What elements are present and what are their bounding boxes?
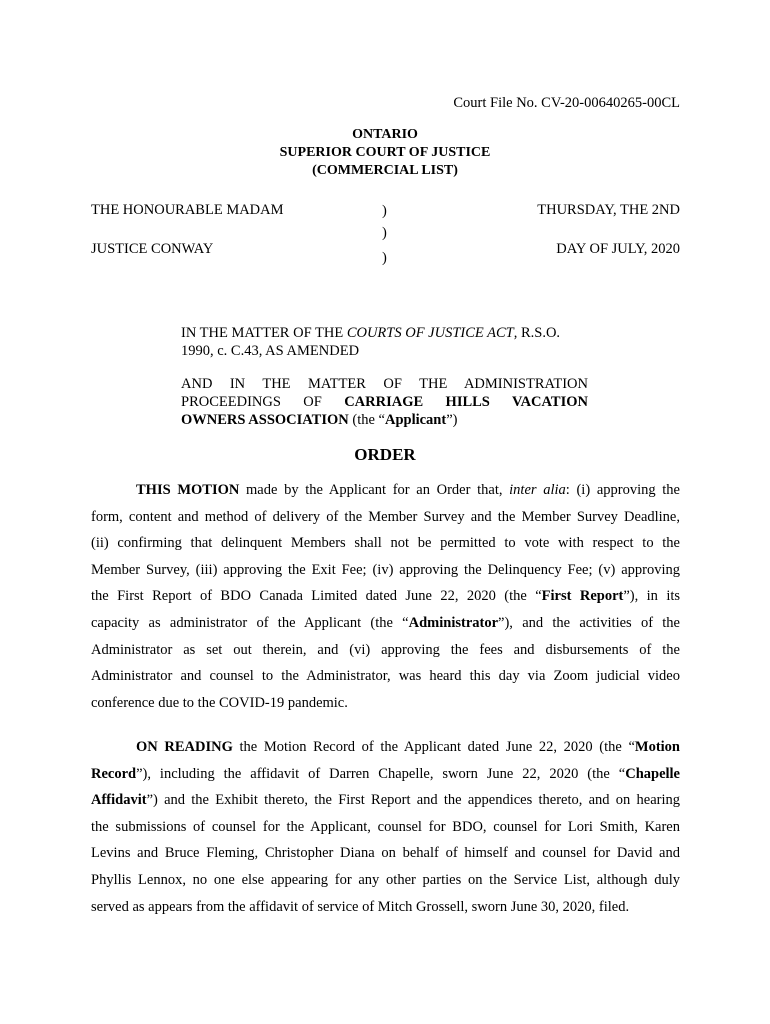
judge-name: JUSTICE CONWAY <box>91 241 214 257</box>
motion-paragraph: THIS MOTION made by the Applicant for an Order that, inter alia: (i) approving the form, content and method of delivery of the Member Survey and the Member Survey Deadline, (ii) confirming that delinquent Members shall not be permitted to vote with respect to the Member Survey, (iii) approving the Exit Fee; (iv) approving the Delinquency Fee; (v) approving the First Report of BDO Canada Limited dated June 22, 2020 (the “First Report”), in its capacity as administrator of the Applicant (the “Administrator”), and the activities of the Administrator as set out therein, and (vi) approving the fees and disbursements of the Administrator and counsel to the Administrator, was heard this day via Zoom judicial video conference due to the COVID-19 pandemic. <box>91 482 681 711</box>
court-file-number: Court File No. CV-20-00640265-00CL <box>453 95 680 111</box>
applicant-defined-term: Applicant <box>384 412 447 428</box>
jurisdiction: ONTARIO <box>352 127 418 142</box>
bracket-3: ) <box>382 250 387 266</box>
matter-courts-of-justice-act: IN THE MATTER OF THE COURTS OF JUSTICE ACT, R.S.O. 1990, c. C.43, AS AMENDED <box>181 325 561 359</box>
court-name: SUPERIOR COURT OF JUSTICE <box>279 145 491 160</box>
hearing-date-line1: THURSDAY, THE 2ND <box>537 202 680 218</box>
order-title: ORDER <box>354 445 416 464</box>
statute-name: COURTS OF JUSTICE ACT <box>346 325 514 341</box>
hearing-date-line2: DAY OF JULY, 2020 <box>556 241 680 257</box>
bracket-1: ) <box>382 203 387 219</box>
bracket-2: ) <box>382 225 387 241</box>
on-reading-paragraph: ON READING the Motion Record of the Applicant dated June 22, 2020 (the “Motion Record”), including the affidavit of Darren Chapelle, sworn June 22, 2020 (the “Chapelle Affidavit”) and the Exhibit thereto, the First Report and the appendices thereto, and on hearing the submissions of counsel for the Applicant, counsel for BDO, counsel for Lori Smith, Karen Levins and Bruce Fleming, Christopher Diana on behalf of himself and counsel for David and Phyllis Lennox, no one else appearing for any other parties on the Service List, although duly served as appears from the affidavit of service of Mitch Grossell, sworn June 30, 2020, filed. <box>91 739 680 915</box>
court-header <box>0 126 770 180</box>
court-list: (COMMERCIAL LIST) <box>312 163 458 178</box>
applicant-name: CARRIAGE HILLS VACATION <box>344 394 588 410</box>
matter-administration-proceedings: AND IN THE MATTER OF THE ADMINISTRATION PROCEEDINGS OF CARRIAGE HILLS VACATION OWNERS ASSOCIATION (the “Applicant”) <box>181 376 588 428</box>
judge-title: THE HONOURABLE MADAM <box>91 202 284 218</box>
